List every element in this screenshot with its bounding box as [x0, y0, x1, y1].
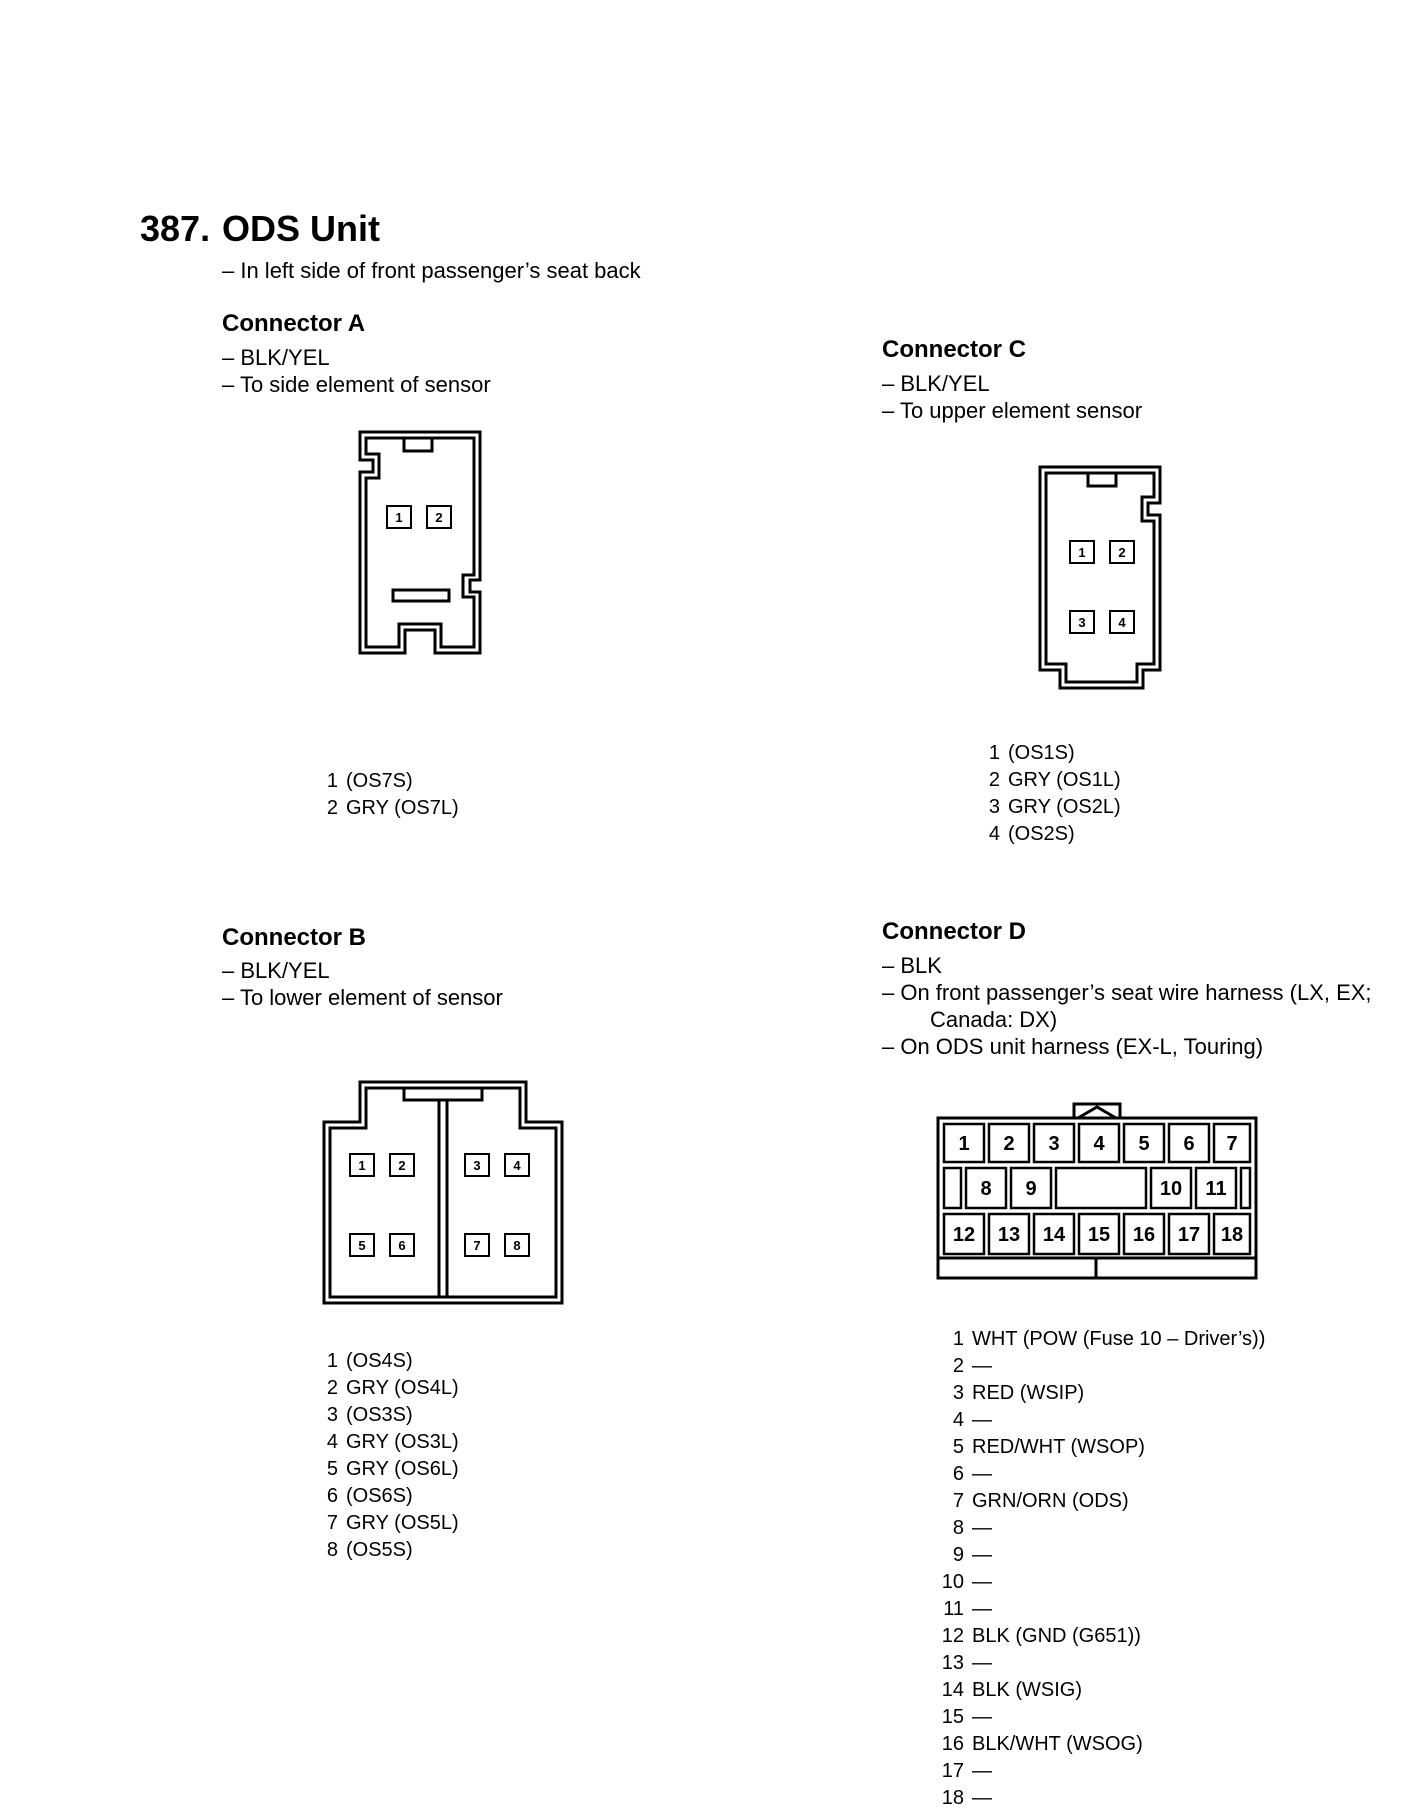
pin-number: 5 [326, 1458, 338, 1480]
svg-text:13: 13 [997, 1224, 1021, 1246]
connector-d-pin-2 [989, 1124, 1029, 1162]
pin-number: 2 [988, 769, 1000, 791]
pin-number: 9 [952, 1544, 964, 1566]
connector-b-pin-5 [350, 1234, 374, 1256]
pin-number: 6 [326, 1485, 338, 1507]
pin-number: 16 [941, 1733, 964, 1755]
pin-row [936, 1785, 1265, 1812]
svg-text:17: 17 [1177, 1224, 1201, 1246]
pin-label: (OS5S) [346, 1539, 413, 1561]
svg-text:2: 2 [1118, 545, 1126, 560]
connector-d-location-1-cont: Canada: DX) [930, 1007, 1058, 1032]
svg-text:4: 4 [1093, 1133, 1105, 1155]
pin-number: 6 [952, 1463, 964, 1485]
svg-text:3: 3 [1048, 1133, 1060, 1155]
svg-text:14: 14 [1042, 1224, 1066, 1246]
pin-row [936, 1650, 1265, 1677]
svg-text:6: 6 [1183, 1133, 1195, 1155]
connector-c-description: – To upper element sensor [882, 398, 1143, 423]
pin-label: — [972, 1409, 992, 1431]
pin-number: 3 [952, 1382, 964, 1404]
svg-text:8: 8 [980, 1178, 992, 1200]
pin-label: — [972, 1652, 992, 1674]
connector-b-pinout [320, 1348, 459, 1564]
pin-label: GRY (OS4L) [346, 1377, 459, 1399]
connector-d-pin-14 [1034, 1214, 1074, 1254]
connector-d-heading: Connector D [882, 918, 1026, 945]
connector-b-diagram [322, 1080, 564, 1305]
connector-d-pin-5 [1124, 1124, 1164, 1162]
pin-number: 11 [943, 1598, 964, 1620]
svg-text:4: 4 [513, 1158, 521, 1173]
connector-b-notes [222, 957, 503, 1011]
pin-row [936, 1569, 1265, 1596]
connector-d-pin-7 [1214, 1124, 1250, 1162]
pin-label: — [972, 1463, 992, 1485]
connector-d-pin-15 [1079, 1214, 1119, 1254]
component-location: – In left side of front passenger’s seat back [222, 258, 641, 283]
svg-text:15: 15 [1087, 1224, 1111, 1246]
pin-label: — [972, 1355, 992, 1377]
pin-number: 4 [988, 823, 1000, 845]
pin-row [936, 1461, 1265, 1488]
svg-text:7: 7 [1226, 1133, 1238, 1155]
pin-row [936, 1353, 1265, 1380]
pin-number: 1 [988, 742, 1000, 764]
pin-label: BLK (WSIG) [972, 1679, 1083, 1701]
pin-row [982, 767, 1121, 794]
svg-text:2: 2 [398, 1158, 406, 1173]
pin-number: 2 [326, 797, 338, 819]
pin-row [936, 1434, 1265, 1461]
pin-number: 13 [941, 1652, 964, 1674]
svg-text:1: 1 [1078, 545, 1086, 560]
svg-text:2: 2 [435, 510, 443, 525]
pin-number: 17 [941, 1760, 964, 1782]
pin-label: GRY (OS5L) [346, 1512, 459, 1534]
pin-label: RED (WSIP) [972, 1382, 1085, 1404]
pin-label: — [972, 1760, 992, 1782]
pin-label: — [972, 1598, 992, 1620]
pin-row [320, 1483, 459, 1510]
connector-b-heading: Connector B [222, 924, 366, 951]
svg-text:8: 8 [513, 1238, 521, 1253]
pin-label: WHT (POW (Fuse 10 – Driver’s)) [972, 1328, 1266, 1350]
svg-text:18: 18 [1220, 1224, 1244, 1246]
pin-row [320, 768, 459, 795]
pin-row [936, 1623, 1265, 1650]
connector-b-pin-7 [465, 1234, 489, 1256]
pin-label: GRY (OS1L) [1008, 769, 1121, 791]
svg-text:3: 3 [473, 1158, 481, 1173]
svg-text:16: 16 [1132, 1224, 1156, 1246]
pin-number: 2 [952, 1355, 964, 1377]
connector-d-pin-10 [1151, 1168, 1191, 1208]
pin-row [936, 1731, 1265, 1758]
pin-number: 12 [941, 1625, 964, 1647]
connector-c-pin-3 [1070, 611, 1094, 633]
connector-a-diagram [355, 430, 485, 655]
pin-row [936, 1704, 1265, 1731]
pin-number: 1 [326, 1350, 338, 1372]
connector-d-pin-3 [1034, 1124, 1074, 1162]
svg-text:12: 12 [952, 1224, 976, 1246]
pin-label: — [972, 1787, 992, 1809]
connector-d-pin-13 [989, 1214, 1029, 1254]
pin-label: GRY (OS2L) [1008, 796, 1121, 818]
connector-a-heading: Connector A [222, 310, 366, 337]
pin-number: 5 [952, 1436, 964, 1458]
pin-row [320, 1348, 459, 1375]
pin-label: BLK (GND (G651)) [972, 1625, 1141, 1647]
connector-d-pin-6 [1169, 1124, 1209, 1162]
connector-c-pin-1 [1070, 541, 1094, 563]
pin-row [982, 794, 1121, 821]
connector-d-location-2: – On ODS unit harness (EX-L, Touring) [882, 1034, 1264, 1059]
pin-number: 4 [952, 1409, 964, 1431]
connector-d-pin-4 [1079, 1124, 1119, 1162]
svg-text:4: 4 [1118, 615, 1126, 630]
connector-b-pin-2 [390, 1154, 414, 1176]
connector-c-notes [882, 370, 1142, 424]
pin-label: — [972, 1544, 992, 1566]
svg-text:1: 1 [395, 510, 403, 525]
pin-number: 4 [326, 1431, 338, 1453]
pin-label: GRY (OS3L) [346, 1431, 459, 1453]
pin-row [320, 1402, 459, 1429]
connector-d-pin-9 [1011, 1168, 1051, 1208]
svg-text:11: 11 [1205, 1178, 1227, 1200]
pin-row [320, 1429, 459, 1456]
svg-text:1: 1 [358, 1158, 366, 1173]
connector-c-diagram [1038, 465, 1168, 690]
page-number: 387. [140, 208, 211, 249]
pin-label: — [972, 1571, 992, 1593]
pin-row [936, 1677, 1265, 1704]
connector-d-pin-8 [966, 1168, 1006, 1208]
pin-label: BLK/WHT (WSOG) [972, 1733, 1143, 1755]
pin-row [320, 1375, 459, 1402]
svg-text:5: 5 [358, 1238, 366, 1253]
connector-d-pin-12 [944, 1214, 984, 1254]
pin-row [936, 1542, 1265, 1569]
connector-a-description: – To side element of sensor [222, 372, 491, 397]
pin-row [936, 1515, 1265, 1542]
connector-a-pin-1 [387, 506, 411, 528]
pin-row [936, 1758, 1265, 1785]
pin-label: (OS6S) [346, 1485, 413, 1507]
connector-d-diagram [936, 1102, 1258, 1282]
pin-row [936, 1380, 1265, 1407]
pin-label: — [972, 1517, 992, 1539]
pin-number: 7 [326, 1512, 338, 1534]
pin-row [982, 821, 1121, 848]
pin-row [320, 1537, 459, 1564]
pin-label: (OS3S) [346, 1404, 413, 1426]
pin-row [936, 1326, 1265, 1353]
pin-label: (OS1S) [1008, 742, 1075, 764]
connector-b-color: – BLK/YEL [222, 958, 330, 983]
pin-number: 10 [941, 1571, 964, 1593]
pin-number: 7 [952, 1490, 964, 1512]
connector-c-pin-2 [1110, 541, 1134, 563]
page-title: ODS Unit [222, 208, 380, 249]
connector-a-pinout [320, 768, 459, 822]
connector-c-heading: Connector C [882, 336, 1026, 363]
svg-text:5: 5 [1138, 1133, 1150, 1155]
pin-label: — [972, 1706, 992, 1728]
pin-label: GRN/ORN (ODS) [972, 1490, 1129, 1512]
pin-number: 3 [988, 796, 1000, 818]
connector-d-pinout [936, 1326, 1265, 1812]
connector-b-description: – To lower element of sensor [222, 985, 503, 1010]
pin-number: 1 [326, 770, 338, 792]
svg-text:3: 3 [1078, 615, 1086, 630]
pin-row [936, 1407, 1265, 1434]
connector-c-pinout [982, 740, 1121, 848]
connector-b-pin-4 [505, 1154, 529, 1176]
connector-d-pin-16 [1124, 1214, 1164, 1254]
connector-a-color: – BLK/YEL [222, 345, 330, 370]
connector-d-color: – BLK [882, 953, 942, 978]
pin-label: (OS4S) [346, 1350, 413, 1372]
svg-text:7: 7 [473, 1238, 481, 1253]
pin-number: 18 [941, 1787, 964, 1809]
pin-number: 2 [326, 1377, 338, 1399]
svg-text:6: 6 [398, 1238, 406, 1253]
connector-a-pin-2 [427, 506, 451, 528]
svg-text:10: 10 [1159, 1178, 1183, 1200]
svg-text:9: 9 [1025, 1178, 1037, 1200]
svg-text:2: 2 [1003, 1133, 1015, 1155]
connector-d-pin-17 [1169, 1214, 1209, 1254]
connector-b-pin-6 [390, 1234, 414, 1256]
svg-text:1: 1 [958, 1133, 970, 1155]
pin-row [936, 1596, 1265, 1623]
pin-row [320, 1456, 459, 1483]
connector-d-location-1: – On front passenger’s seat wire harness (LX, EX; [882, 980, 1372, 1005]
pin-label: (OS2S) [1008, 823, 1075, 845]
connector-d-pin-1 [944, 1124, 984, 1162]
pin-row [936, 1488, 1265, 1515]
pin-number: 14 [941, 1679, 964, 1701]
connector-b-pin-3 [465, 1154, 489, 1176]
connector-c-color: – BLK/YEL [882, 371, 990, 396]
pin-number: 8 [326, 1539, 338, 1561]
connector-d-notes [882, 952, 1372, 1060]
pin-row [320, 795, 459, 822]
pin-number: 1 [952, 1328, 964, 1350]
pin-label: (OS7S) [346, 770, 413, 792]
pin-row [320, 1510, 459, 1537]
pin-label: GRY (OS7L) [346, 797, 459, 819]
connector-c-pin-4 [1110, 611, 1134, 633]
connector-d-pin-18 [1214, 1214, 1250, 1254]
connector-b-pin-8 [505, 1234, 529, 1256]
pin-label: GRY (OS6L) [346, 1458, 459, 1480]
connector-d-pin-11 [1196, 1168, 1236, 1208]
pin-label: RED/WHT (WSOP) [972, 1436, 1145, 1458]
connector-a-notes [222, 344, 491, 398]
connector-b-pin-1 [350, 1154, 374, 1176]
pin-number: 8 [952, 1517, 964, 1539]
pin-number: 15 [941, 1706, 964, 1728]
pin-row [982, 740, 1121, 767]
pin-number: 3 [326, 1404, 338, 1426]
